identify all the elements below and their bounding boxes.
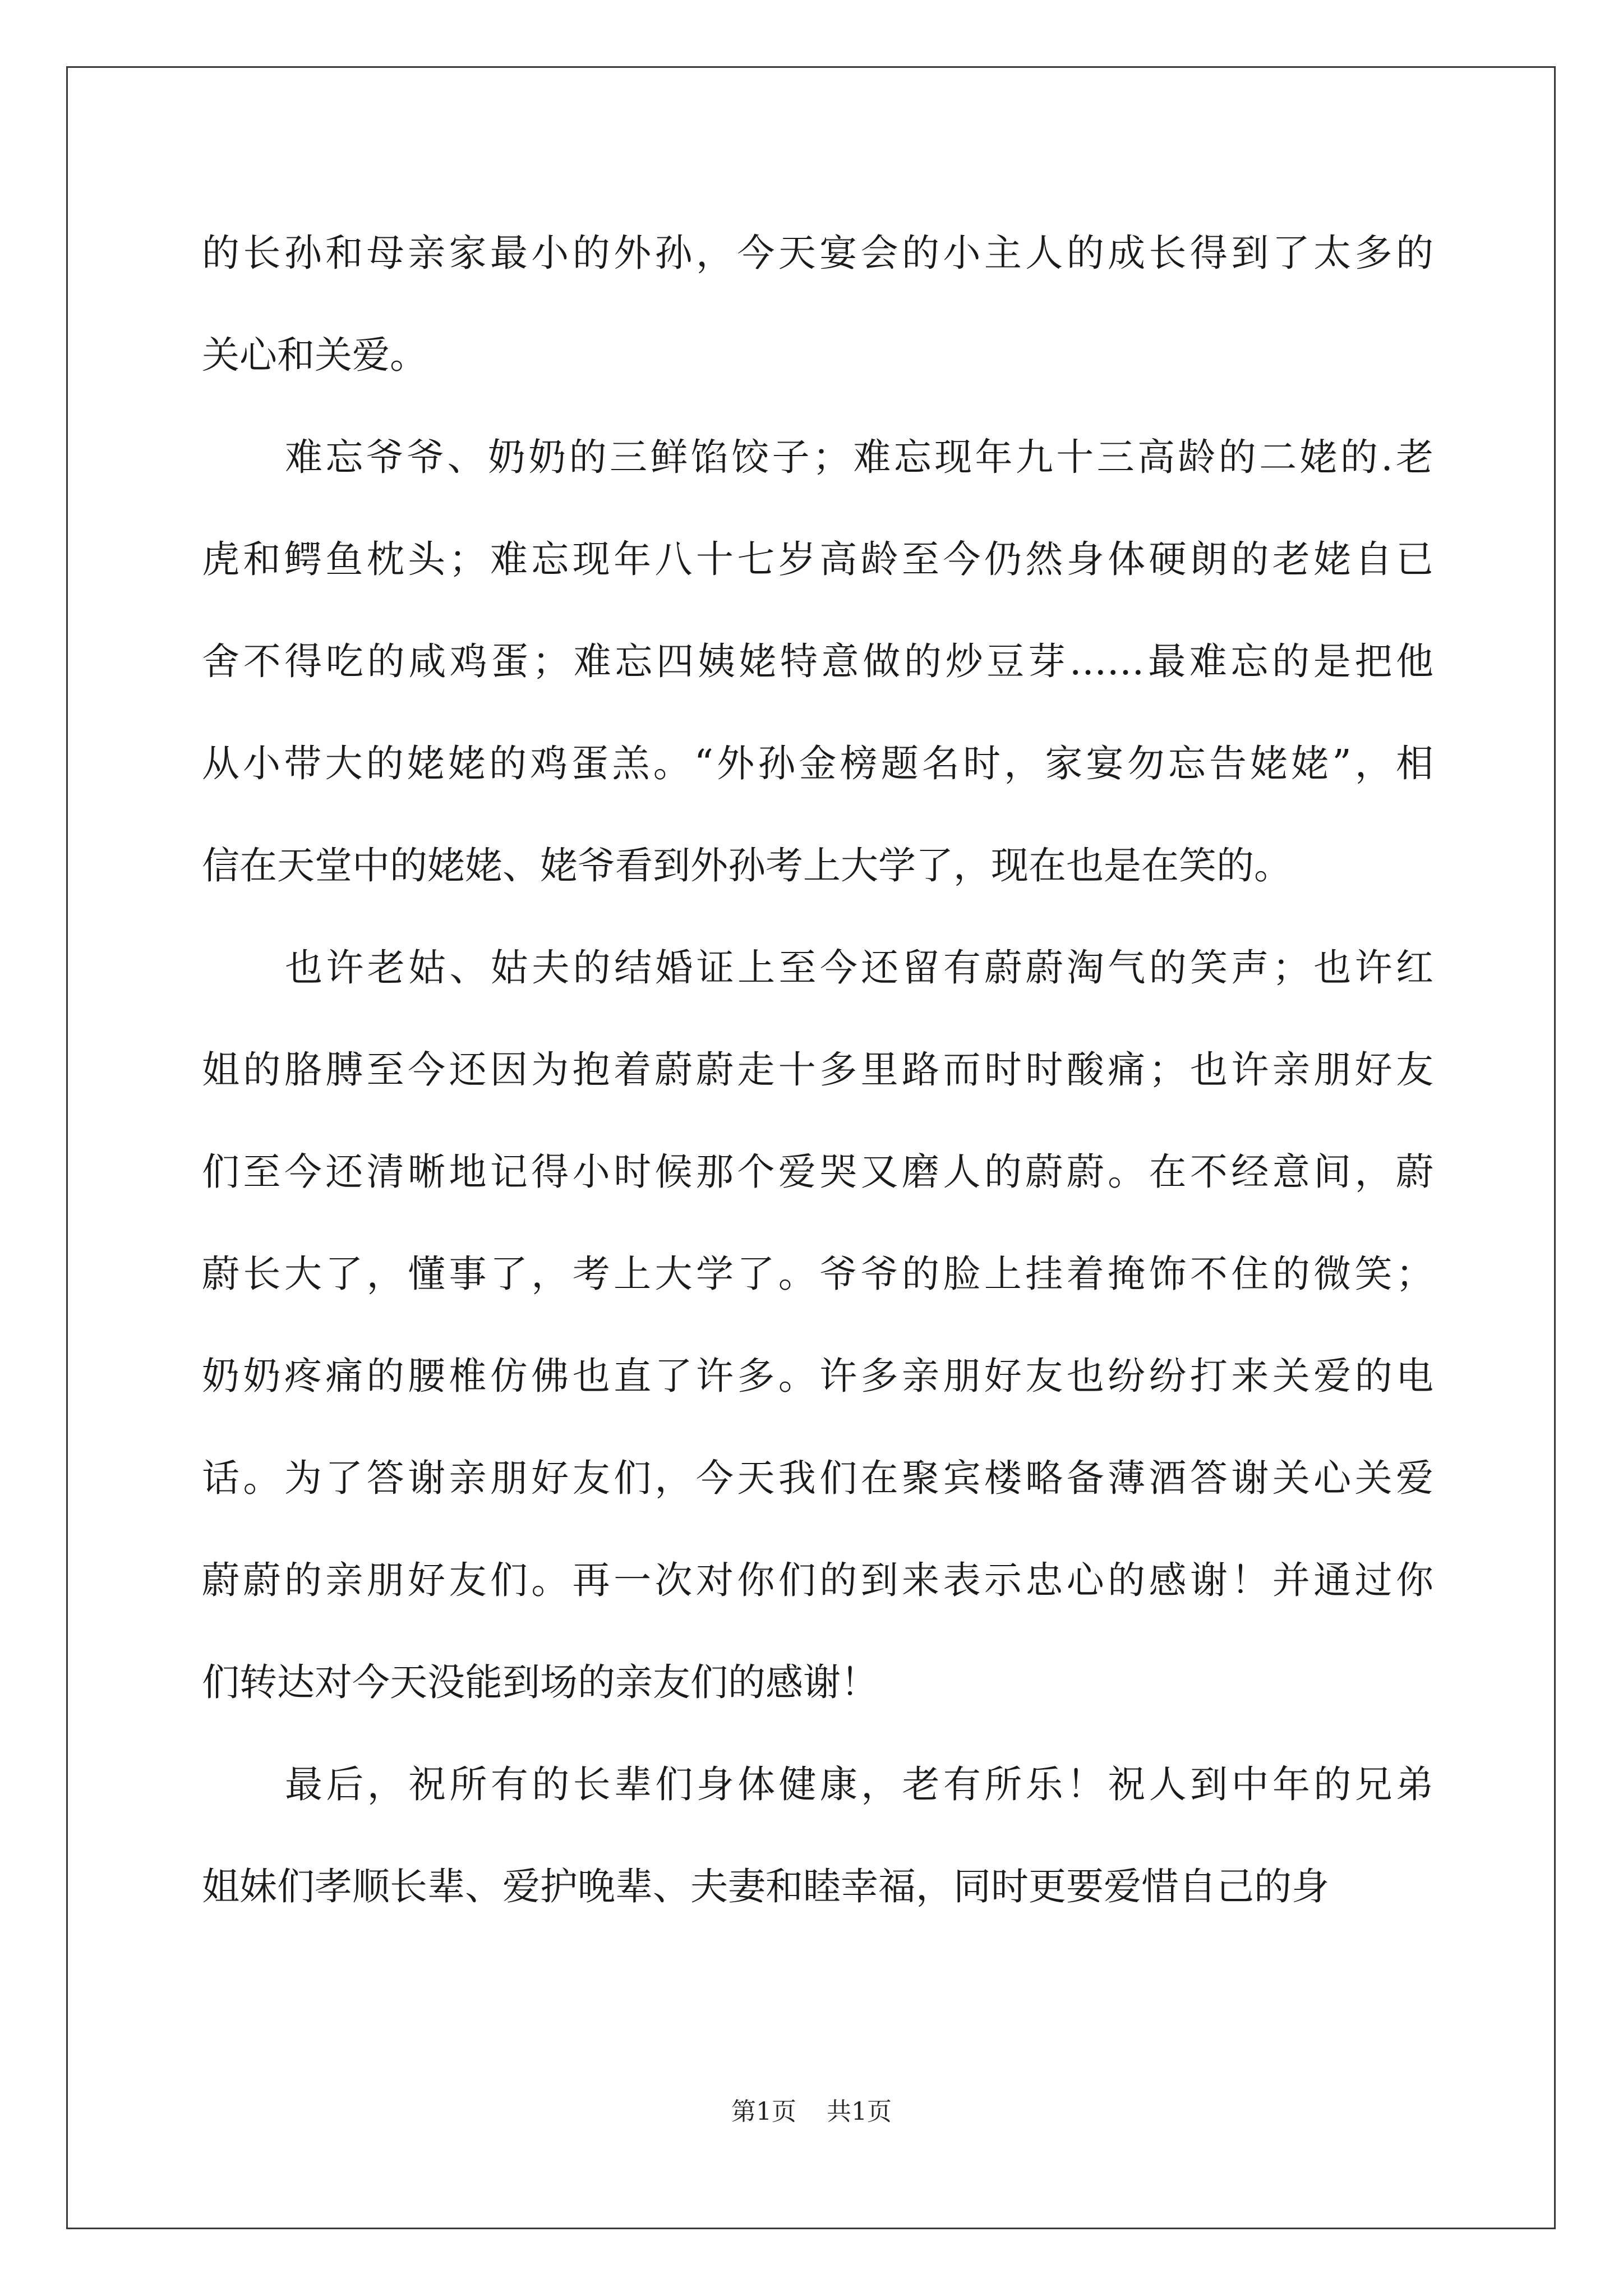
text-line: 舍不得吃的咸鸡蛋；难忘四姨姥特意做的炒豆芽……最难忘的是把他 [202,639,1433,683]
text-line: 虎和鳄鱼枕头；难忘现年八十七岁高龄至今仍然身体硬朗的老姥自已 [202,537,1433,581]
text-line: 们转达对今天没能到场的亲友们的感谢！ [202,1660,878,1704]
text-line: 话。为了答谢亲朋好友们，今天我们在聚宾楼略备薄酒答谢关心关爱 [202,1456,1433,1500]
paragraph [202,917,1433,1733]
text-line: 姐的胳膊至今还因为抱着蔚蔚走十多里路而时时酸痛；也许亲朋好友 [202,1048,1433,1092]
text-line: 蔚蔚的亲朋好友们。再一次对你们的到来表示忠心的感谢！并通过你 [202,1558,1433,1602]
paragraph [202,202,1433,406]
text-line: 蔚长大了，懂事了，考上大学了。爷爷的脸上挂着掩饰不住的微笑； [202,1252,1433,1296]
page-footer [0,2091,1623,2127]
text-line: 姐妹们孝顺长辈、爱护晚辈、夫妻和睦幸福，同时更要爱惜自己的身 [202,1865,1329,1908]
text-line: 的长孙和母亲家最小的外孙，今天宴会的小主人的成长得到了太多的 [202,231,1433,275]
text-line: 难忘爷爷、奶奶的三鲜馅饺子；难忘现年九十三高龄的二姥的.老 [285,435,1433,479]
text-line: 奶奶疼痛的腰椎仿佛也直了许多。许多亲朋好友也纷纷打来关爱的电 [202,1354,1433,1398]
page-number-total: 共1页 [827,2097,892,2126]
text-line: 最后，祝所有的长辈们身体健康，老有所乐！祝人到中年的兄弟 [285,1763,1433,1806]
text-line: 们至今还清晰地记得小时候那个爱哭又磨人的蔚蔚。在不经意间，蔚 [202,1150,1433,1194]
page-number-current: 第1页 [731,2097,796,2126]
text-line: 从小带大的姥姥的鸡蛋羔。“外孙金榜题名时，家宴勿忘告姥姥”，相 [202,742,1433,785]
paragraph [202,1733,1433,1938]
text-line: 信在天堂中的姥姥、姥爷看到外孙考上大学了，现在也是在笑的。 [202,844,1292,887]
text-line: 也许老姑、姑夫的结婚证上至今还留有蔚蔚淘气的笑声；也许红 [285,946,1433,990]
paragraph [202,406,1433,917]
document-body [202,202,1433,1938]
text-line: 关心和关爱。 [202,333,427,377]
